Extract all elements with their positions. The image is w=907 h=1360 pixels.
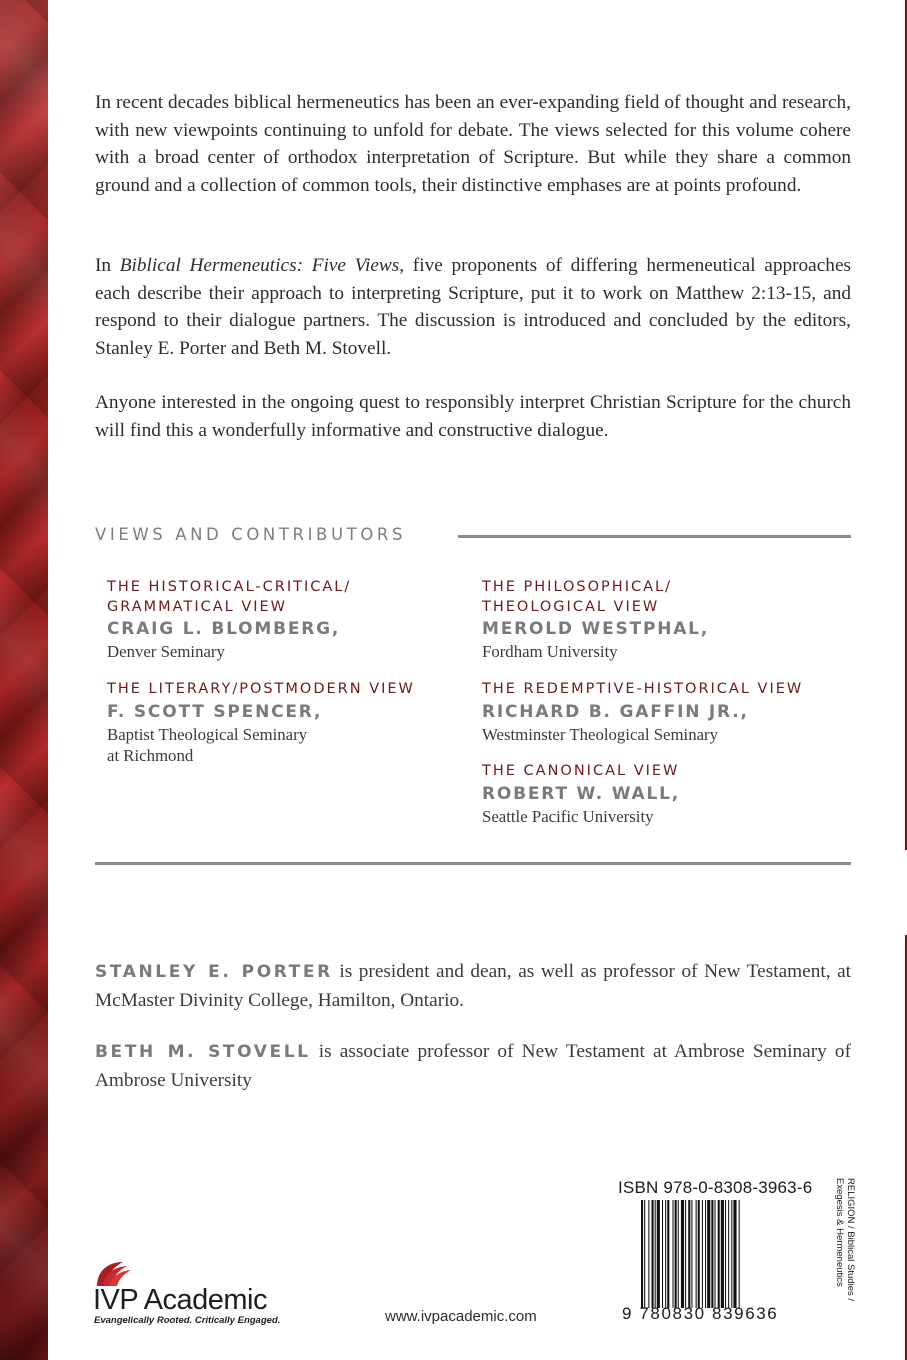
editor-name: STANLEY E. PORTER xyxy=(95,962,333,982)
contributor-institution: Seattle Pacific University xyxy=(482,806,654,826)
view-title: THE REDEMPTIVE-HISTORICAL VIEW xyxy=(482,681,804,697)
contributor-institution: Denver Seminary xyxy=(107,642,225,661)
view-historical-critical xyxy=(107,578,467,662)
contributor-institution: Fordham University xyxy=(482,642,618,661)
heading-divider xyxy=(458,535,851,538)
description-paragraph-1: In recent decades biblical hermeneutics has been an ever-expanding field of thought and research, with new viewpoints continuing to unfold for debate. The views selected for this volume cohere with a broad center of orthodox interpretation of Scripture. But while they share a common ground and a collection of common tools, their distinctive emphases are at points profound. xyxy=(95,92,851,196)
contributor-name: F. SCOTT SPENCER, xyxy=(107,701,323,722)
view-title: THE PHILOSOPHICAL/ THEOLOGICAL VIEW xyxy=(482,579,672,615)
view-title: THE LITERARY/POSTMODERN VIEW xyxy=(107,681,415,697)
decorative-red-border xyxy=(0,0,48,1360)
editor-bio-text: is associate professor of New Testament at Ambrose Seminary of Ambrose University xyxy=(95,1041,851,1091)
p2-rest: , five proponents of differing hermeneutical approaches each describe their approach to interpreting Scripture, put it to work on Matthew 2:13-15, and respond to their dialogue partners. The discussion is introduced and concluded by the editors, Stanley E. Porter and Beth M. Stovell. xyxy=(95,255,852,359)
contributor-name: ROBERT W. WALL, xyxy=(482,783,680,804)
description-paragraph-3: Anyone interested in the ongoing quest to responsibly interpret Christian Scripture for the church will find this a wonderfully informative and constructive dialogue. xyxy=(95,392,851,441)
book-title: Biblical Hermeneutics: Five Views xyxy=(119,255,400,276)
bisac-line-1: RELIGION / Biblical Studies / xyxy=(845,1178,856,1302)
editor-bio-porter xyxy=(95,958,851,1014)
isbn-label: ISBN 978-0-8308-3963-6 xyxy=(618,1178,813,1197)
contributor-name: RICHARD B. GAFFIN JR., xyxy=(482,701,749,722)
view-title: THE HISTORICAL-CRITICAL/ GRAMMATICAL VIEW xyxy=(107,579,352,615)
contributor-name: CRAIG L. BLOMBERG, xyxy=(107,619,341,639)
p2-prefix: In xyxy=(95,255,120,276)
bisac-line-2: Exegesis & Hermeneutics xyxy=(834,1178,845,1287)
view-title: THE CANONICAL VIEW xyxy=(482,763,680,779)
description-paragraph-2 xyxy=(95,252,851,362)
publisher-url[interactable]: www.ivpacademic.com xyxy=(385,1308,537,1325)
editor-name: BETH M. STOVELL xyxy=(95,1042,311,1062)
view-canonical xyxy=(482,762,842,827)
contributor-name: MEROLD WESTPHAL, xyxy=(482,619,710,639)
publisher-name: IVP Academic xyxy=(93,1284,268,1316)
view-philosophical-theological xyxy=(482,578,842,662)
barcode-digits: 9 780830 839636 xyxy=(622,1304,779,1323)
barcode-graphic xyxy=(641,1200,809,1308)
publisher-logo xyxy=(93,1258,293,1328)
editor-bio-stovell xyxy=(95,1038,851,1094)
view-redemptive-historical xyxy=(482,680,842,745)
view-literary-postmodern xyxy=(107,680,467,766)
bisac-category xyxy=(828,1178,868,1302)
publisher-tagline: Evangelically Rooted. Critically Engaged. xyxy=(94,1315,281,1326)
contributor-institution: Westminster Theological Seminary xyxy=(482,724,719,744)
contributor-institution: Baptist Theological Seminary at Richmond xyxy=(107,724,308,765)
views-contributors-heading: VIEWS AND CONTRIBUTORS xyxy=(95,525,407,544)
section-divider xyxy=(95,862,851,865)
editor-bio-text: is president and dean, as well as professor of New Testament, at McMaster Divinity College, Hamilton, Ontario. xyxy=(95,961,851,1011)
